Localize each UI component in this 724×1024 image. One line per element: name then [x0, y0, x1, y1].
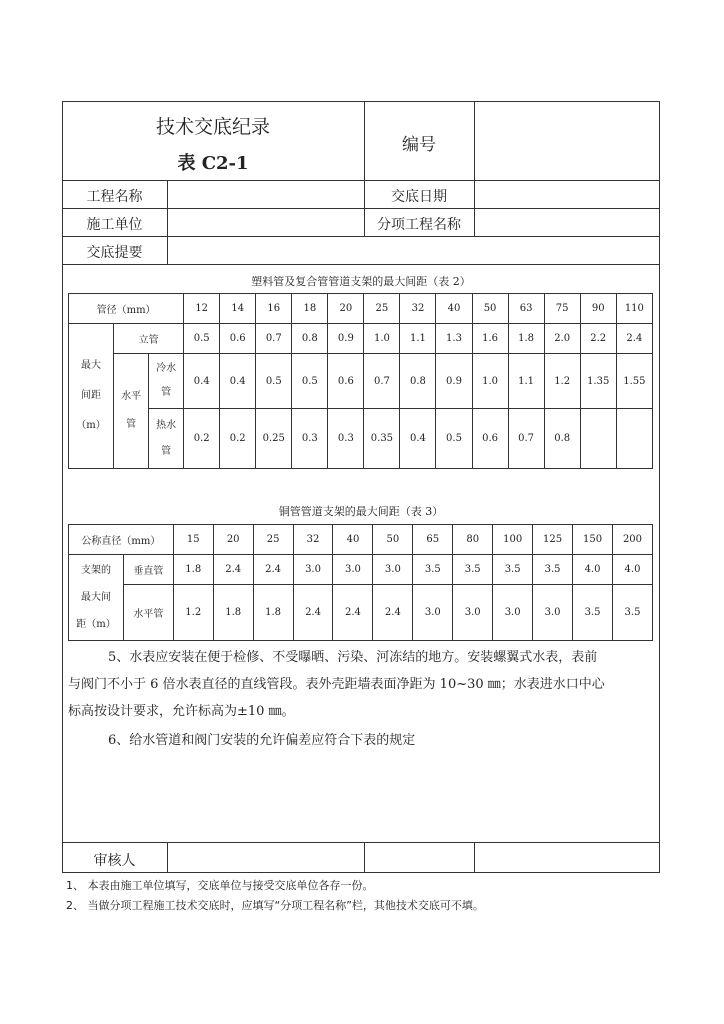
table-cell: 20	[213, 525, 253, 555]
diameter-header: 管径（mm）	[69, 294, 184, 324]
table-cell: 0.6	[472, 409, 508, 469]
table-cell: 2.4	[616, 324, 652, 354]
divider	[167, 180, 168, 264]
table-cell: 200	[612, 525, 652, 555]
label-line: （m）	[76, 420, 106, 431]
table-cell: 2.4	[293, 585, 333, 641]
label-line: 热水	[156, 419, 177, 431]
divider	[474, 180, 475, 236]
divider	[62, 842, 660, 843]
table-cell: 63	[508, 294, 544, 324]
table-row	[69, 585, 653, 641]
table-cell: 90	[580, 294, 616, 324]
date-label: 交底日期	[391, 189, 447, 205]
contractor-label: 施工单位	[86, 217, 143, 233]
label-line: 冷水	[156, 363, 177, 374]
table2-title: 塑料管及复合管管道支架的最大间距（表 2）	[251, 275, 471, 288]
table-cell: 0.5	[436, 409, 472, 469]
divider	[62, 264, 660, 265]
label-line: 最大间	[80, 592, 111, 603]
table-cell: 0.4	[400, 409, 436, 469]
paragraph-5-line3: 标高按设计要求，允许标高为±10 ㎜。	[68, 704, 295, 719]
spacing-group-label	[69, 324, 114, 469]
table-cell: 2.4	[253, 555, 293, 585]
table-cell: 3.0	[293, 555, 333, 585]
label-line: 管	[161, 387, 172, 398]
table-cell: 3.5	[493, 555, 533, 585]
table-cell: 0.5	[292, 354, 328, 409]
diameter-header: 公称直径（mm）	[69, 525, 174, 555]
table-cell: 3.5	[533, 555, 573, 585]
table-cell: 3.0	[493, 585, 533, 641]
paragraph-5-line2: 与阀门不小于 6 倍水表直径的直线管段。表外壳距墙表面净距为 10~30 ㎜；水表进水口中心	[68, 677, 605, 692]
table-cell: 3.0	[333, 555, 373, 585]
label-line: 最大	[81, 360, 102, 371]
table-cell: 40	[436, 294, 472, 324]
table-cell	[580, 409, 616, 469]
table-cell: 32	[293, 525, 333, 555]
table-cell: 16	[256, 294, 292, 324]
table-cell: 0.35	[364, 409, 400, 469]
table-cell: 1.2	[544, 354, 580, 409]
table-cell: 0.6	[328, 354, 364, 409]
note-1: 1、 本表由施工单位填写，交底单位与接受交底单位各存一份。	[66, 879, 374, 892]
table-cell: 1.3	[436, 324, 472, 354]
paragraph-6: 6、给水管道和阀门安装的允许偏差应符合下表的规定	[108, 733, 416, 748]
table-row	[69, 354, 653, 409]
table-cell: 3.5	[573, 585, 613, 641]
vertical-pipe-label: 垂直管	[123, 555, 173, 585]
table3-title: 铜管管道支架的最大间距（表 3）	[278, 505, 444, 518]
table-cell: 0.6	[220, 324, 256, 354]
copper-pipe-table	[68, 524, 653, 641]
table-cell: 0.9	[436, 354, 472, 409]
reviewer-label: 审核人	[93, 853, 136, 869]
label-line: 管	[126, 419, 137, 430]
table-cell: 40	[333, 525, 373, 555]
horizontal-pipe-label: 水平管	[123, 585, 173, 641]
table-cell: 1.35	[580, 354, 616, 409]
table-cell: 0.7	[364, 354, 400, 409]
table-cell: 0.9	[328, 324, 364, 354]
paragraph-5-line1: 5、水表应安装在便于检修、不受曝晒、污染、河冻结的地方。安装螺翼式水表，表前	[108, 650, 598, 665]
subitem-label: 分项工程名称	[377, 217, 461, 233]
table-cell: 3.5	[413, 555, 453, 585]
spacing-group-label	[69, 555, 124, 641]
table-cell: 0.3	[328, 409, 364, 469]
table-cell: 2.4	[213, 555, 253, 585]
table-cell: 80	[453, 525, 493, 555]
table-row	[69, 409, 653, 469]
table-cell: 1.8	[253, 585, 293, 641]
table-cell: 12	[184, 294, 220, 324]
table-cell: 1.1	[508, 354, 544, 409]
code-label: 编号	[402, 135, 436, 155]
table-cell: 3.0	[533, 585, 573, 641]
table-cell: 0.7	[256, 324, 292, 354]
table-cell: 0.2	[220, 409, 256, 469]
table-cell: 2.4	[333, 585, 373, 641]
table-cell: 14	[220, 294, 256, 324]
table-cell: 0.5	[184, 324, 220, 354]
vertical-pipe-label: 立管	[114, 324, 184, 354]
table-cell: 3.5	[453, 555, 493, 585]
table-cell: 32	[400, 294, 436, 324]
summary-label: 交底提要	[86, 245, 143, 261]
table-cell: 50	[472, 294, 508, 324]
plastic-pipe-table	[68, 293, 653, 469]
divider	[62, 236, 660, 237]
table-cell: 1.1	[400, 324, 436, 354]
table-row	[69, 324, 653, 354]
table-cell: 3.0	[373, 555, 413, 585]
table-cell: 0.25	[256, 409, 292, 469]
table-cell: 1.8	[213, 585, 253, 641]
table-cell: 20	[328, 294, 364, 324]
table-cell: 4.0	[612, 555, 652, 585]
note-2: 2、 当做分项工程施工技术交底时，应填写“分项工程名称”栏，其他技术交底可不填。	[66, 899, 484, 912]
table-cell: 2.2	[580, 324, 616, 354]
label-line: 水平	[121, 391, 142, 402]
table-cell: 1.55	[616, 354, 652, 409]
table-cell: 0.2	[184, 409, 220, 469]
table-cell: 50	[373, 525, 413, 555]
project-name-label: 工程名称	[86, 189, 143, 205]
table-cell: 2.4	[373, 585, 413, 641]
label-line: 管	[161, 445, 172, 457]
cold-water-label	[149, 354, 184, 409]
table-cell: 3.0	[453, 585, 493, 641]
table-cell: 1.2	[173, 585, 213, 641]
form-number: 表 C2-1	[177, 153, 249, 174]
label-line: 间距	[81, 390, 102, 401]
horizontal-pipe-label	[114, 354, 149, 469]
table-cell: 125	[533, 525, 573, 555]
table-cell: 0.7	[508, 409, 544, 469]
table-cell: 1.0	[472, 354, 508, 409]
table-cell: 0.4	[184, 354, 220, 409]
table-cell: 100	[493, 525, 533, 555]
table-row	[69, 555, 653, 585]
divider	[364, 842, 365, 873]
table-cell: 4.0	[573, 555, 613, 585]
table-cell: 0.5	[256, 354, 292, 409]
table-cell: 65	[413, 525, 453, 555]
table-cell: 110	[616, 294, 652, 324]
divider	[474, 101, 475, 181]
table-cell: 1.0	[364, 324, 400, 354]
table-cell: 3.5	[612, 585, 652, 641]
table-cell: 15	[173, 525, 213, 555]
table-cell: 1.6	[472, 324, 508, 354]
table-cell: 25	[364, 294, 400, 324]
divider	[62, 180, 660, 181]
table-cell: 0.8	[292, 324, 328, 354]
table-cell: 75	[544, 294, 580, 324]
table-cell: 0.8	[544, 409, 580, 469]
table-cell	[616, 409, 652, 469]
table-cell: 2.0	[544, 324, 580, 354]
table-cell: 25	[253, 525, 293, 555]
label-line: 距（m）	[76, 619, 116, 630]
table-cell: 0.3	[292, 409, 328, 469]
label-line: 支架的	[80, 565, 111, 576]
table-row	[69, 525, 653, 555]
table-cell: 0.4	[220, 354, 256, 409]
hot-water-label	[149, 409, 184, 469]
table-cell: 150	[573, 525, 613, 555]
divider	[474, 842, 475, 873]
table-cell: 0.8	[400, 354, 436, 409]
form-title: 技术交底纪录	[155, 116, 270, 138]
table-cell: 18	[292, 294, 328, 324]
table-cell: 3.0	[413, 585, 453, 641]
table-cell: 1.8	[173, 555, 213, 585]
divider	[167, 842, 168, 873]
table-cell: 1.8	[508, 324, 544, 354]
divider	[62, 208, 660, 209]
table-row	[69, 294, 653, 324]
